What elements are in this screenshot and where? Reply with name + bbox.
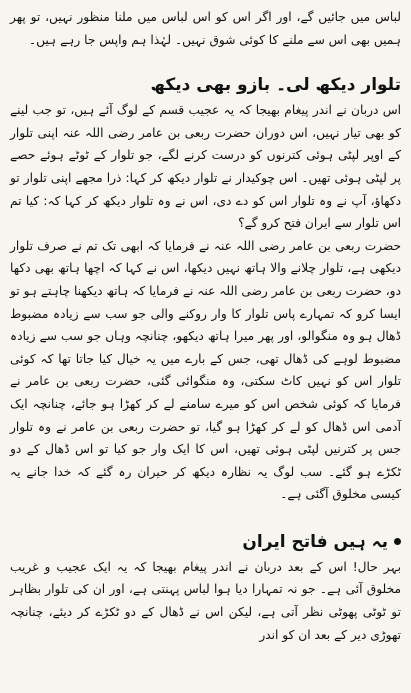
intro-paragraph: لباس میں جائیں گے، اور اگر اس کو اس لباس میں ملنا منظور نہیں، تو پھر ہمیں بھی اس سے ملنے کا کوئی شوق نہیں۔ لہٰذا ہم واپس جا رہے ہیں۔ <box>10 10 401 47</box>
section-heading-conqueror-text: یہ ہیں فاتح ایران <box>242 531 388 552</box>
section2-paragraph-1: بہر حال! اس کے بعد دربان نے اندر پیغام بھیجا کہ یہ ایک عجیب و غریب مخلوق آئی ہے۔ جو نہ تمہارا دیا ہوا لباس پہنتی ہے، اور ان کی تلوار بظاہر تو ٹوٹی پھوٹی نظر آتی ہے، لیکن اس نے ڈھال کے دو ٹکڑے کر دیئے، چنانچہ تھوڑی دیر کے بعد ان کو اندر <box>10 559 401 642</box>
section-heading-sword: تلوار دیکھ لی۔ بازو بھی دیکھ <box>150 75 401 96</box>
section1-paragraph-1: اس دربان نے اندر پیغام بھیجا کہ یہ عجیب قسم کے لوگ آئے ہیں، تو جب لینے کو بھی تیار نہیں، اس دوران حضرت ربعی بن عامر رضی اللہ عنہ اپنی تلوار کے اوپر لپٹی ہوئی کترنوں کو درست کرنے لگے، جو تلوار کے ٹوٹے ہوئے حصے پر لپٹی ہوئی تھیں۔ اس چوکیدار نے تلوار دیکھ کر کہا: ذرا مجھے اپنی تلوار تو دکھاؤ، آپ نے وہ تلوار اس کو دے دی، اس نے وہ تلوار دیکھ کر کہا کہ: کیا تم اس تلوار سے ایران فتح کرو گے؟ <box>10 103 401 231</box>
bullet-icon <box>394 538 401 545</box>
section-heading-conqueror <box>10 528 401 556</box>
section1-paragraph-2: حضرت ربعی بن عامر رضی اللہ عنہ نے فرمایا کہ ابھی تک تم نے صرف تلوار دیکھی ہے، تلوار چلانے والا ہاتھ نہیں دیکھا، اس نے کہا کہ اچھا ہاتھ بھی دکھا دو، حضرت ربعی بن عامر رضی اللہ عنہ نے فرمایا کہ ہاتھ دیکھنا چاہتے ہو تو ایسا کرو کہ تمہارے پاس تلوار کا وار روکنے والی جو سب سے زیادہ مضبوط ڈھال ہو وہ منگوالو، اور پھر میرا ہاتھ دیکھو، چنانچہ وہاں جو سب سے زیادہ مضبوط لوہے کی ڈھال تھی، جس کے بارے میں یہ خیال کیا جاتا تھا کہ کوئی تلوار اس کو نہیں کاٹ سکتی، وہ منگوائی گئی، حضرت ربعی بن عامر نے فرمایا کہ کوئی شخص اس کو میرے سامنے لے کر کھڑا ہو جائے، چنانچہ ایک آدمی اس ڈھال کو لے کر کھڑا ہو گیا، تو حضرت ربعی بن عامر نے وہ تلوار جس پر کترنیں لپٹی ہوئی تھیں، اس کا ایک وار جو کیا تو اس ڈھال کے دو ٹکڑے ہو گئے۔ سب لوگ یہ نظارہ دیکھ کر حیران رہ گئے کہ خدا جانے یہ کیسی مخلوق آگئی ہے۔ <box>10 238 401 502</box>
